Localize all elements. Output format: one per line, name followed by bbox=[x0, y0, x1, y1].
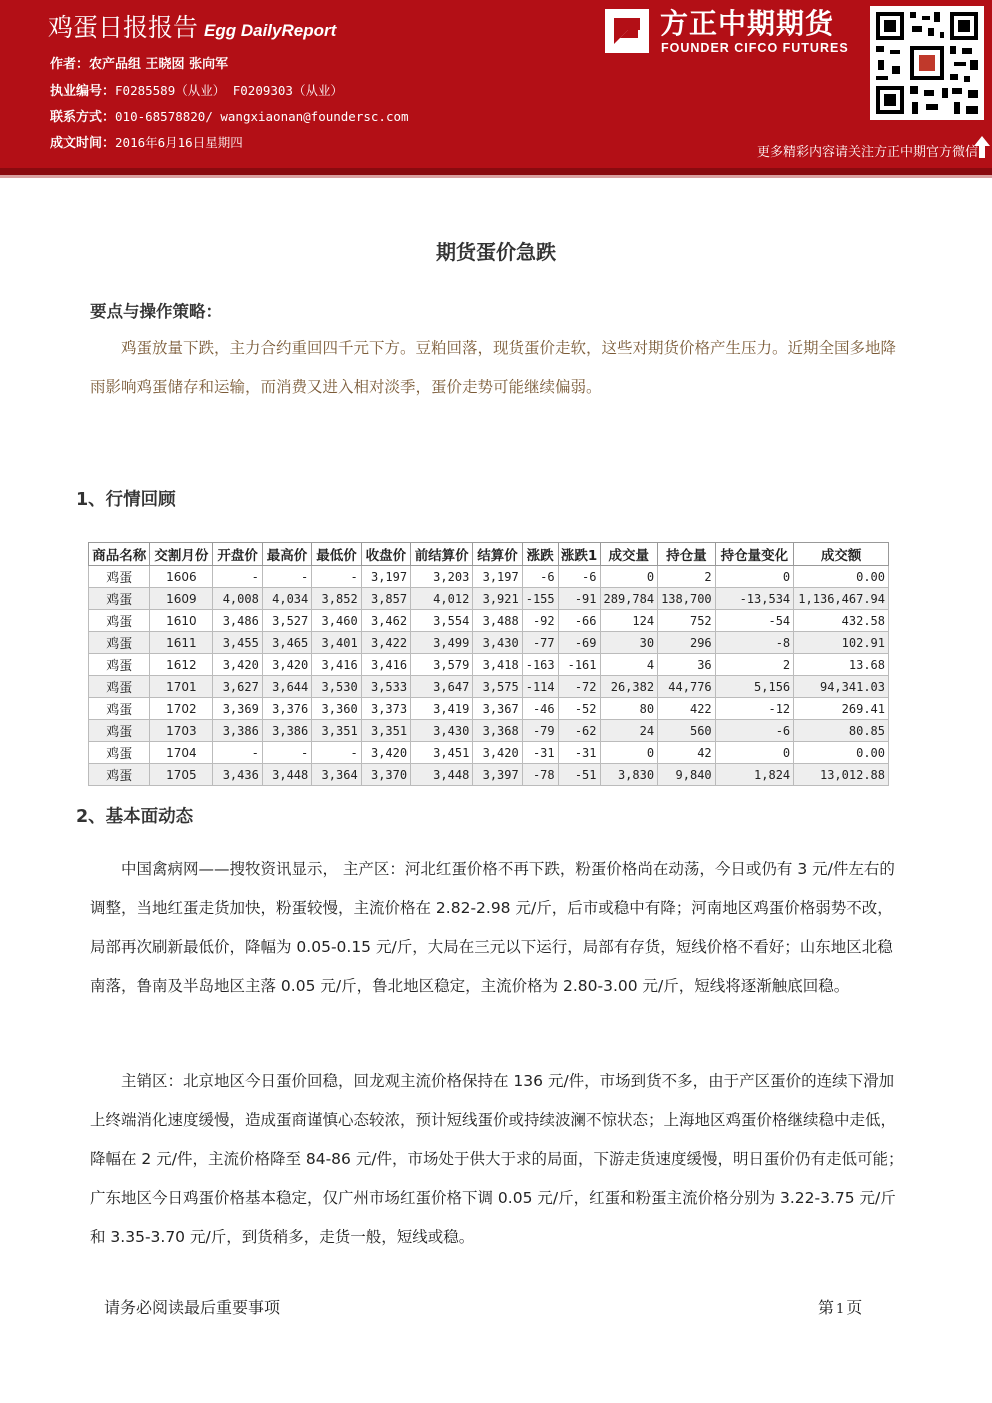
table-cell: 1610 bbox=[150, 610, 213, 632]
table-cell: 0 bbox=[715, 566, 794, 588]
table-cell: 1611 bbox=[150, 632, 213, 654]
col-header: 持仓量 bbox=[658, 543, 716, 566]
table-cell: 3,852 bbox=[312, 588, 361, 610]
col-header: 持仓量变化 bbox=[715, 543, 794, 566]
table-cell: 3,451 bbox=[411, 742, 473, 764]
up-arrow-stem bbox=[979, 146, 985, 158]
table-cell: 3,367 bbox=[473, 698, 522, 720]
report-title-cn: 鸡蛋日报报告 bbox=[48, 13, 199, 42]
report-header bbox=[0, 0, 992, 168]
table-cell: -6 bbox=[715, 720, 794, 742]
table-cell: - bbox=[312, 566, 361, 588]
table-cell: -12 bbox=[715, 698, 794, 720]
table-cell: 5,156 bbox=[715, 676, 794, 698]
table-cell: 3,527 bbox=[262, 610, 311, 632]
table-cell: -52 bbox=[558, 698, 600, 720]
table-cell: 1606 bbox=[150, 566, 213, 588]
contact-line bbox=[50, 106, 409, 125]
table-cell: 鸡蛋 bbox=[89, 654, 150, 676]
table-cell: -78 bbox=[522, 764, 558, 786]
col-header: 最高价 bbox=[262, 543, 311, 566]
table-row bbox=[89, 742, 889, 764]
table-cell: 0.00 bbox=[794, 742, 889, 764]
author-line bbox=[50, 53, 228, 72]
col-header: 成交额 bbox=[794, 543, 889, 566]
table-cell: 432.58 bbox=[794, 610, 889, 632]
col-header: 成交量 bbox=[600, 543, 658, 566]
table-row bbox=[89, 720, 889, 742]
founder-logo-icon bbox=[604, 8, 650, 54]
table-cell: 3,370 bbox=[361, 764, 410, 786]
table-cell: -31 bbox=[522, 742, 558, 764]
table-cell: 3,368 bbox=[473, 720, 522, 742]
table-cell: 鸡蛋 bbox=[89, 698, 150, 720]
col-header: 开盘价 bbox=[213, 543, 262, 566]
header-divider bbox=[0, 168, 992, 175]
table-cell: 3,416 bbox=[312, 654, 361, 676]
table-row bbox=[89, 610, 889, 632]
table-cell: 鸡蛋 bbox=[89, 632, 150, 654]
table-cell: 3,420 bbox=[361, 742, 410, 764]
contact-label: 联系方式： bbox=[50, 110, 116, 125]
table-cell: -6 bbox=[558, 566, 600, 588]
table-cell: 26,382 bbox=[600, 676, 658, 698]
table-cell: -31 bbox=[558, 742, 600, 764]
col-header: 最低价 bbox=[312, 543, 361, 566]
table-cell: 3,420 bbox=[213, 654, 262, 676]
table-cell: 3,419 bbox=[411, 698, 473, 720]
table-cell: - bbox=[312, 742, 361, 764]
table-cell: - bbox=[213, 566, 262, 588]
table-cell: 3,830 bbox=[600, 764, 658, 786]
table-header-row bbox=[89, 543, 889, 566]
table-cell: 0 bbox=[600, 742, 658, 764]
table-cell: 1703 bbox=[150, 720, 213, 742]
table-cell: 0 bbox=[715, 742, 794, 764]
table-cell: 1,136,467.94 bbox=[794, 588, 889, 610]
col-header: 收盘价 bbox=[361, 543, 410, 566]
table-cell: 3,369 bbox=[213, 698, 262, 720]
fundamentals-paragraph-consumption: 主销区：北京地区今日蛋价回稳，回龙观主流价格保持在 136 元/件，市场到货不多，由于产区蛋价的连续下滑加上终端消化速度缓慢，造成蛋商谨慎心态较浓，预计短线蛋价或持续波澜不惊状态；上海地区鸡蛋价格继续稳中走低，降幅在 2 元/件，主流价格降至 84-86 元/件，市场处于供大于求的局面，下游走货速度缓慢，明日蛋价仍有走低可能；广东地区今日鸡蛋价格基本稳定，仅广州市场红蛋价格下调 0.05 元/斤，红蛋和粉蛋主流价格分别为 3.22-3.75 元/斤和 3.35-3.70 元/斤，到货稍多，走货一般，短线或稳。 bbox=[90, 1072, 904, 1246]
table-cell: 94,341.03 bbox=[794, 676, 889, 698]
contact-value: 010-68578820/ wangxiaonan@foundersc.com bbox=[115, 109, 409, 124]
table-cell: 3,554 bbox=[411, 610, 473, 632]
table-cell: 3,462 bbox=[361, 610, 410, 632]
table-cell: -46 bbox=[522, 698, 558, 720]
table-cell: 9,840 bbox=[658, 764, 716, 786]
page-number: 1 bbox=[836, 1302, 845, 1317]
author-value: 农产品组 王晓囡 张向军 bbox=[89, 57, 229, 72]
table-cell: 44,776 bbox=[658, 676, 716, 698]
date-value: 2016年6月16日星期四 bbox=[115, 135, 243, 150]
table-cell: 3,579 bbox=[411, 654, 473, 676]
table-cell: 3,401 bbox=[312, 632, 361, 654]
brand-name-en: FOUNDER CIFCO FUTURES bbox=[661, 41, 849, 55]
table-cell: -79 bbox=[522, 720, 558, 742]
table-cell: -77 bbox=[522, 632, 558, 654]
table-cell: 3,575 bbox=[473, 676, 522, 698]
table-cell: 3,465 bbox=[262, 632, 311, 654]
table-cell: 289,784 bbox=[600, 588, 658, 610]
table-cell: -6 bbox=[522, 566, 558, 588]
table-cell: -8 bbox=[715, 632, 794, 654]
date-line bbox=[50, 132, 243, 151]
table-cell: -51 bbox=[558, 764, 600, 786]
table-cell: 3,530 bbox=[312, 676, 361, 698]
table-cell: 1702 bbox=[150, 698, 213, 720]
table-cell: 30 bbox=[600, 632, 658, 654]
table-cell: 3,430 bbox=[411, 720, 473, 742]
table-cell: 24 bbox=[600, 720, 658, 742]
table-cell: 3,921 bbox=[473, 588, 522, 610]
page-prefix: 第 bbox=[818, 1298, 835, 1317]
table-row bbox=[89, 654, 889, 676]
table-cell: - bbox=[262, 566, 311, 588]
table-cell: 3,499 bbox=[411, 632, 473, 654]
table-row bbox=[89, 764, 889, 786]
table-cell: 3,857 bbox=[361, 588, 410, 610]
table-cell: 36 bbox=[658, 654, 716, 676]
author-label: 作者： bbox=[50, 57, 90, 72]
table-cell: 3,351 bbox=[361, 720, 410, 742]
qr-code-icon bbox=[870, 6, 984, 120]
table-cell: 3,533 bbox=[361, 676, 410, 698]
table-cell: 3,197 bbox=[361, 566, 410, 588]
footer-notice: 请务必阅读最后重要事项 bbox=[104, 1298, 281, 1317]
page-number-label bbox=[818, 1295, 862, 1318]
table-cell: -69 bbox=[558, 632, 600, 654]
table-cell: 3,436 bbox=[213, 764, 262, 786]
table-cell: 3,386 bbox=[262, 720, 311, 742]
col-header: 商品名称 bbox=[89, 543, 150, 566]
table-cell: 80 bbox=[600, 698, 658, 720]
table-cell: 3,448 bbox=[411, 764, 473, 786]
table-cell: 3,488 bbox=[473, 610, 522, 632]
table-cell: 422 bbox=[658, 698, 716, 720]
table-cell: 3,386 bbox=[213, 720, 262, 742]
table-cell: -155 bbox=[522, 588, 558, 610]
table-cell: 1705 bbox=[150, 764, 213, 786]
table-cell: 3,397 bbox=[473, 764, 522, 786]
table-cell: 102.91 bbox=[794, 632, 889, 654]
table-cell: 1612 bbox=[150, 654, 213, 676]
table-cell: 2 bbox=[715, 654, 794, 676]
date-label: 成文时间： bbox=[50, 136, 116, 151]
table-cell: 124 bbox=[600, 610, 658, 632]
table-cell: 296 bbox=[658, 632, 716, 654]
table-cell: -161 bbox=[558, 654, 600, 676]
license-line bbox=[50, 80, 343, 99]
table-cell: 3,420 bbox=[262, 654, 311, 676]
table-cell: 1609 bbox=[150, 588, 213, 610]
table-cell: - bbox=[213, 742, 262, 764]
key-points-heading: 要点与操作策略： bbox=[90, 302, 222, 321]
follow-wechat-text: 更多精彩内容请关注方正中期官方微信 bbox=[756, 145, 978, 160]
table-cell: 13,012.88 bbox=[794, 764, 889, 786]
table-cell: 0.00 bbox=[794, 566, 889, 588]
table-cell: -163 bbox=[522, 654, 558, 676]
table-cell: 1704 bbox=[150, 742, 213, 764]
table-cell: 1701 bbox=[150, 676, 213, 698]
col-header: 交割月份 bbox=[150, 543, 213, 566]
col-header: 结算价 bbox=[473, 543, 522, 566]
table-row bbox=[89, 698, 889, 720]
table-cell: 3,627 bbox=[213, 676, 262, 698]
table-cell: 752 bbox=[658, 610, 716, 632]
table-cell: 4,034 bbox=[262, 588, 311, 610]
table-cell: -72 bbox=[558, 676, 600, 698]
table-cell: 269.41 bbox=[794, 698, 889, 720]
quotes-table bbox=[88, 542, 889, 786]
table-cell: 42 bbox=[658, 742, 716, 764]
table-cell: 4 bbox=[600, 654, 658, 676]
table-cell: -114 bbox=[522, 676, 558, 698]
table-cell: 鸡蛋 bbox=[89, 588, 150, 610]
table-cell: 3,197 bbox=[473, 566, 522, 588]
table-cell: 3,351 bbox=[312, 720, 361, 742]
table-cell: 鸡蛋 bbox=[89, 742, 150, 764]
table-cell: 鸡蛋 bbox=[89, 566, 150, 588]
table-row bbox=[89, 632, 889, 654]
key-points-text: 鸡蛋放量下跌，主力合约重回四千元下方。豆粕回落，现货蛋价走软，这些对期货价格产生压力。近期全国多地降雨影响鸡蛋储存和运输，而消费又进入相对淡季，蛋价走势可能继续偏弱。 bbox=[90, 339, 897, 396]
col-header: 前结算价 bbox=[411, 543, 473, 566]
section-market-review-heading: 1、行情回顾 bbox=[76, 490, 176, 510]
header-divider-light bbox=[0, 175, 992, 178]
table-row bbox=[89, 566, 889, 588]
table-cell: 3,418 bbox=[473, 654, 522, 676]
table-cell: 3,203 bbox=[411, 566, 473, 588]
table-row bbox=[89, 676, 889, 698]
table-cell: -13,534 bbox=[715, 588, 794, 610]
page-suffix: 页 bbox=[846, 1298, 863, 1317]
table-cell: 3,373 bbox=[361, 698, 410, 720]
table-cell: 3,422 bbox=[361, 632, 410, 654]
table-cell: 3,486 bbox=[213, 610, 262, 632]
up-arrow-icon bbox=[974, 136, 990, 146]
table-cell: 鸡蛋 bbox=[89, 720, 150, 742]
table-row bbox=[89, 588, 889, 610]
report-title bbox=[48, 8, 336, 44]
table-cell: -92 bbox=[522, 610, 558, 632]
table-cell: 3,647 bbox=[411, 676, 473, 698]
brand-name-cn: 方正中期期货 bbox=[660, 7, 835, 40]
table-cell: 鸡蛋 bbox=[89, 610, 150, 632]
table-cell: 3,416 bbox=[361, 654, 410, 676]
table-cell: 鸡蛋 bbox=[89, 764, 150, 786]
license-value: F0285589（从业） F0209303（从业） bbox=[115, 83, 343, 98]
table-cell: 1,824 bbox=[715, 764, 794, 786]
doc-title: 期货蛋价急跌 bbox=[436, 240, 556, 264]
table-cell: -91 bbox=[558, 588, 600, 610]
table-cell: 3,420 bbox=[473, 742, 522, 764]
table-cell: 3,430 bbox=[473, 632, 522, 654]
table-cell: 2 bbox=[658, 566, 716, 588]
table-cell: 138,700 bbox=[658, 588, 716, 610]
table-cell: 3,455 bbox=[213, 632, 262, 654]
table-cell: 3,364 bbox=[312, 764, 361, 786]
table-cell: 4,008 bbox=[213, 588, 262, 610]
table-cell: 4,012 bbox=[411, 588, 473, 610]
table-cell: -66 bbox=[558, 610, 600, 632]
table-cell: 3,644 bbox=[262, 676, 311, 698]
table-cell: -54 bbox=[715, 610, 794, 632]
col-header: 涨跌 bbox=[522, 543, 558, 566]
table-cell: 560 bbox=[658, 720, 716, 742]
table-cell: 0 bbox=[600, 566, 658, 588]
table-cell: 鸡蛋 bbox=[89, 676, 150, 698]
fundamentals-paragraph-production: 中国禽病网——搜牧资讯显示， 主产区：河北红蛋价格不再下跌，粉蛋价格尚在动荡，今日或仍有 3 元/件左右的调整，当地红蛋走货加快，粉蛋较慢，主流价格在 2.82-2.98 元/斤，后市或稳中有降；河南地区鸡蛋价格弱势不改，局部再次刷新最低价，降幅为 0.05-0.15 元/斤，大局在三元以下运行，局部有存货，短线价格不看好；山东地区北稳南落，鲁南及半岛地区主落 0.05 元/斤，鲁北地区稳定，主流价格为 2.80-3.00 元/斤，短线将逐渐触底回稳。 bbox=[90, 860, 895, 995]
table-cell: 3,460 bbox=[312, 610, 361, 632]
report-title-en: Egg DailyReport bbox=[204, 21, 337, 40]
table-cell: -62 bbox=[558, 720, 600, 742]
table-cell: - bbox=[262, 742, 311, 764]
license-label: 执业编号： bbox=[50, 84, 116, 99]
section-fundamentals-heading: 2、基本面动态 bbox=[76, 807, 194, 827]
table-cell: 3,360 bbox=[312, 698, 361, 720]
table-cell: 3,448 bbox=[262, 764, 311, 786]
table-cell: 80.85 bbox=[794, 720, 889, 742]
col-header: 涨跌1 bbox=[558, 543, 600, 566]
table-cell: 13.68 bbox=[794, 654, 889, 676]
table-cell: 3,376 bbox=[262, 698, 311, 720]
